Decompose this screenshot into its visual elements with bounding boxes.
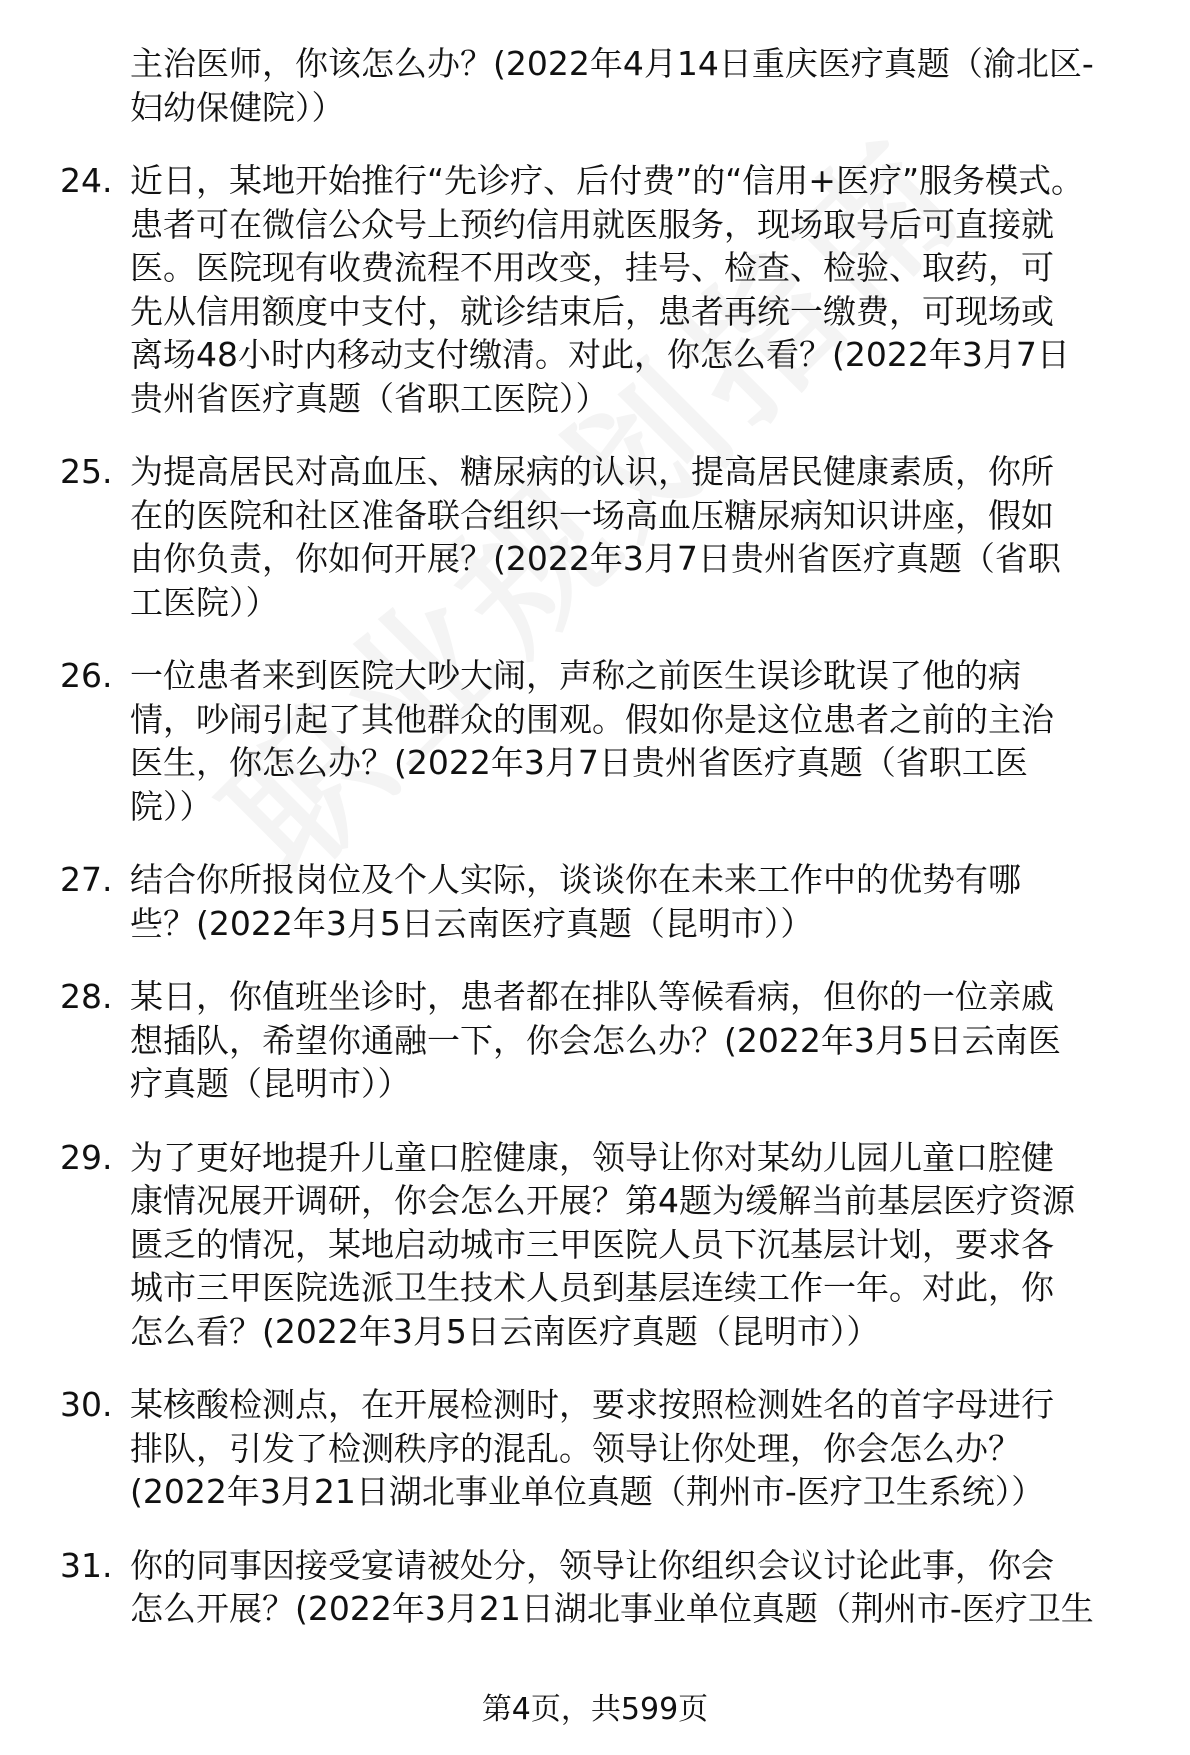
question-text: 为提高居民对高血压、糖尿病的认识，提高居民健康素质，你所 在的医院和社区准备联合组织一场高血压糖尿病知识讲座，假如 由你负责，你如何开展？(2022年3月7日贵州省医疗真题（省职 工医院）） bbox=[130, 452, 1061, 622]
continuation-text: 主治医师，你该怎么办？(2022年4月14日重庆医疗真题（渝北区- 妇幼保健院）） bbox=[130, 44, 1094, 127]
question-number: 25. bbox=[60, 452, 113, 491]
question-number: 26. bbox=[60, 656, 113, 695]
question-number: 31. bbox=[60, 1545, 113, 1585]
question-text: 你的同事因接受宴请被处分，领导让你组织会议讨论此事，你会 怎么开展？(2022年3月21日湖北事业单位真题（荆州市-医疗卫生 bbox=[130, 1545, 1094, 1628]
question-text: 一位患者来到医院大吵大闹，声称之前医生误诊耽误了他的病 情，吵闹引起了其他群众的围观。假如你是这位患者之前的主治 医生，你怎么办？(2022年3月7日贵州省医疗真题（省职工医 院）） bbox=[130, 656, 1054, 826]
question-item bbox=[60, 1136, 1175, 1354]
question-number: 27. bbox=[60, 860, 113, 899]
question-number: 29. bbox=[60, 1137, 113, 1177]
question-item bbox=[60, 1383, 1175, 1514]
question-item bbox=[60, 975, 1175, 1106]
question-item bbox=[60, 450, 1175, 624]
question-item bbox=[60, 858, 1175, 945]
question-list bbox=[60, 42, 1175, 1631]
question-item bbox=[60, 1544, 1175, 1631]
question-text: 结合你所报岗位及个人实际，谈谈你在未来工作中的优势有哪 些？(2022年3月5日云南医疗真题（昆明市）） bbox=[130, 860, 1021, 943]
page-footer: 第4页，共599页 bbox=[481, 1692, 709, 1727]
question-text: 某日，你值班坐诊时，患者都在排队等候看病，但你的一位亲戚 想插队，希望你通融一下，你会怎么办？(2022年3月5日云南医 疗真题（昆明市）） bbox=[130, 977, 1061, 1103]
question-text: 近日，某地开始推行“先诊疗、后付费”的“信用+医疗”服务模式。 患者可在微信公众号上预约信用就医服务，现场取号后可直接就 医。医院现有收费流程不用改变，挂号、检查、检验、取药，可 先从信用额度中支付，就诊结束后，患者再统一缴费，可现场或 离场48小时内移动支付缴清。对此，你怎么看？(2022年3月7日 贵州省医疗真题（省职工医院）） bbox=[130, 161, 1085, 418]
question-text: 某核酸检测点，在开展检测时，要求按照检测姓名的首字母进行 排队，引发了检测秩序的混乱。领导让你处理，你会怎么办？ (2022年3月21日湖北事业单位真题（荆州市-医疗卫生系统）） bbox=[130, 1385, 1054, 1511]
question-number: 30. bbox=[60, 1385, 113, 1424]
question-item bbox=[60, 654, 1175, 828]
question-item bbox=[60, 159, 1175, 420]
question-number: 28. bbox=[60, 977, 113, 1016]
question-text: 为了更好地提升儿童口腔健康，领导让你对某幼儿园儿童口腔健 康情况展开调研，你会怎么开展？第4题为缓解当前基层医疗资源 匮乏的情况，某地启动城市三甲医院人员下沉基层计划，要求各 城市三甲医院选派卫生技术人员到基层连续工作一年。对此，你 怎么看？(2022年3月5日云南医疗真题（昆明市）） bbox=[130, 1137, 1075, 1351]
question-number: 24. bbox=[60, 161, 113, 200]
